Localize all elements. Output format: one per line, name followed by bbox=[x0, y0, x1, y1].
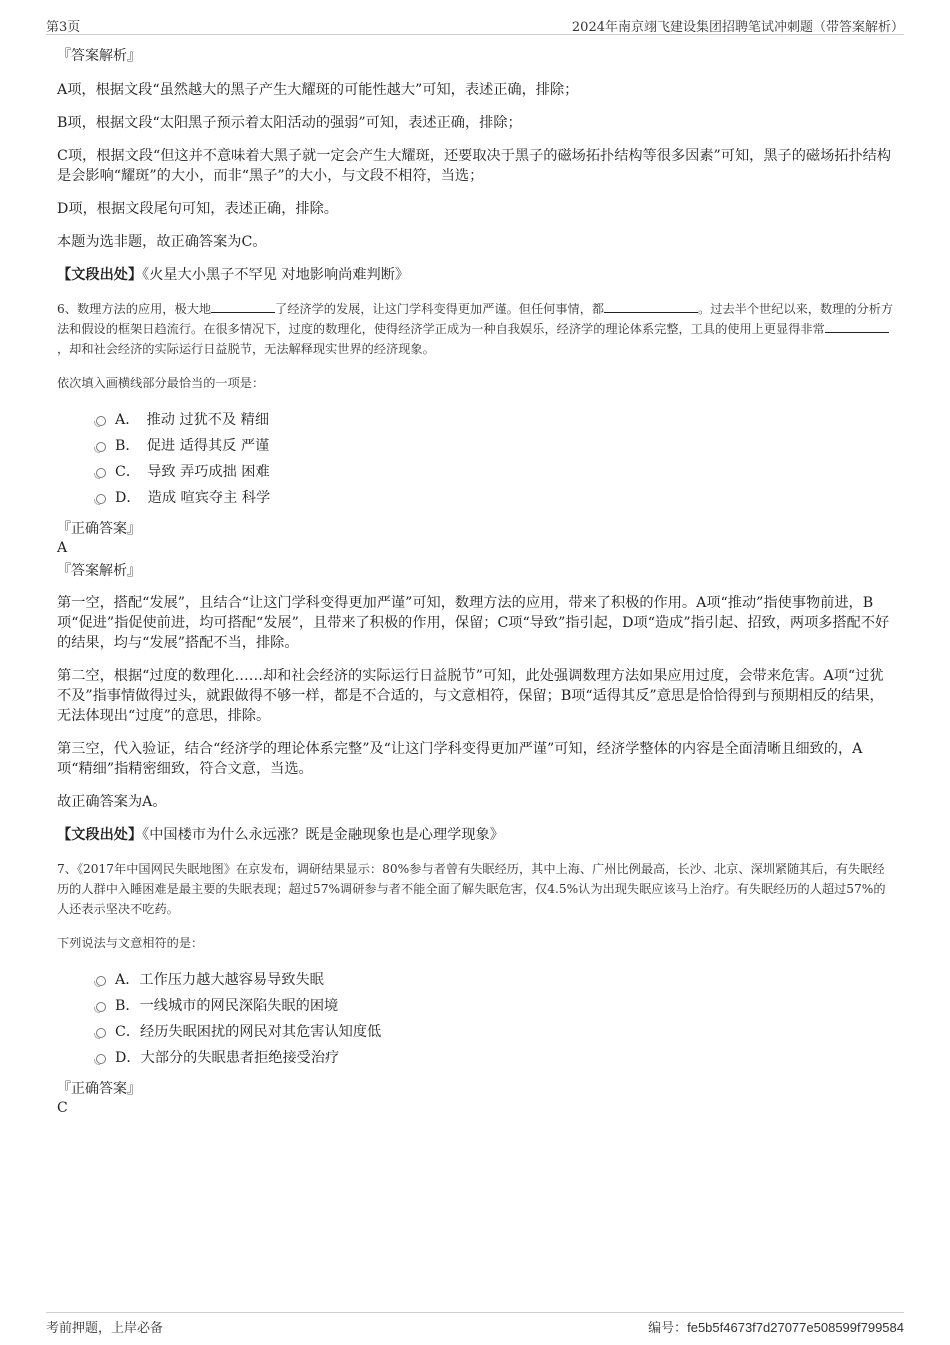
option-d[interactable]: D．大部分的失眠患者拒绝接受治疗 bbox=[57, 1045, 895, 1071]
analysis-paragraph: A项，根据文段“虽然越大的黑子产生大耀斑的可能性越大”可知，表述正确，排除； bbox=[57, 82, 579, 98]
footer-slogan: 考前押题，上岸必备 bbox=[46, 1321, 164, 1336]
correct-answer-label: 『正确答案』 bbox=[57, 521, 141, 537]
radio-icon[interactable] bbox=[96, 1002, 106, 1012]
option-list bbox=[57, 967, 895, 1071]
radio-icon[interactable] bbox=[96, 442, 106, 452]
source-line bbox=[57, 265, 895, 285]
radio-icon[interactable] bbox=[96, 1028, 106, 1038]
option-list bbox=[57, 407, 895, 511]
source-label: 【文段出处】 bbox=[57, 267, 143, 283]
radio-icon[interactable] bbox=[96, 976, 106, 986]
radio-icon[interactable] bbox=[96, 494, 106, 504]
document-title: 2024年南京翊飞建设集团招聘笔试冲刺题（带答案解析） bbox=[571, 20, 904, 35]
question-stem: 7、《2017年中国网民失眠地图》在京发布，调研结果显示：80%参与者曾有失眠经历，其中上海、广州比例最高，长沙、北京、深圳紧随其后，有失眠经历的人群中入睡困难是最主要的失眠表现；超过57%调研参与者不能全面了解失眠危害，仅4.5%认为出现失眠应该马上治疗。有失眠经历的人超过57%的人还表示坚决不吃药。 bbox=[57, 862, 886, 916]
source-label: 【文段出处】 bbox=[57, 827, 143, 843]
question-prompt: 依次填入画横线部分最恰当的一项是： bbox=[57, 376, 265, 390]
analysis-conclusion: 故正确答案为A。 bbox=[57, 794, 167, 810]
analysis-paragraph: 第三空，代入验证，结合“经济学的理论体系完整”及“让这门学科变得更加严谨”可知，经济学整体的内容是全面清晰且细致的，A项“精细”指精密细致，符合文意，当选。 bbox=[57, 741, 863, 777]
option-b[interactable]: B． 促进 适得其反 严谨 bbox=[57, 433, 895, 459]
analysis-paragraph: B项，根据文段“太阳黑子预示着太阳活动的强弱”可知，表述正确，排除； bbox=[57, 115, 522, 131]
option-a[interactable]: A．工作压力越大越容易导致失眠 bbox=[57, 967, 895, 993]
fill-blank bbox=[211, 300, 275, 313]
analysis-conclusion: 本题为选非题，故正确答案为C。 bbox=[57, 234, 267, 250]
radio-icon[interactable] bbox=[96, 1054, 106, 1064]
analysis-paragraph: C项，根据文段“但这并不意味着大黑子就一定会产生大耀斑，还要取决于黑子的磁场拓扑结构等很多因素”可知，黑子的磁场拓扑结构是会影响“耀斑”的大小，而非“黑子”的大小，与文段不相符，当选； bbox=[57, 148, 892, 184]
source-title: 《火星大小黑子不罕见 对地影响尚难判断》 bbox=[142, 267, 410, 283]
correct-answer: C bbox=[57, 1100, 68, 1116]
page-header bbox=[46, 14, 904, 35]
document-code: 编号：fe5b5f4673f7d27077e508599f799584 bbox=[648, 1320, 904, 1336]
analysis-label: 『答案解析』 bbox=[57, 48, 141, 64]
analysis-paragraph: 第一空，搭配“发展”，且结合“让这门学科变得更加严谨”可知，数理方法的应用，带来了积极的作用。A项“推动”指使事物前进，B项“促进”指促使前进，均可搭配“发展”，且带来了积极的作用，保留；C项“导致”指引起，D项“造成”指引起、招致，两项多搭配不好的结果，均与“发展”搭配不当，排除。 bbox=[57, 595, 890, 651]
fill-blank bbox=[604, 300, 698, 313]
option-d[interactable]: D． 造成 喧宾夺主 科学 bbox=[57, 485, 895, 511]
analysis-paragraph: 第二空，根据“过度的数理化……却和社会经济的实际运行日益脱节”可知，此处强调数理方法如果应用过度，会带来危害。A项“过犹不及”指事情做得过头，就跟做得不够一样，都是不合适的，与文意相符，保留；B项“适得其反”意思是恰恰得到与预期相反的结果，无法体现出“过度”的意思，排除。 bbox=[57, 668, 884, 724]
page-content bbox=[57, 44, 895, 1121]
radio-icon[interactable] bbox=[96, 468, 106, 478]
option-b[interactable]: B．一线城市的网民深陷失眠的困境 bbox=[57, 993, 895, 1019]
analysis-paragraph: D项，根据文段尾句可知，表述正确，排除。 bbox=[57, 201, 338, 217]
page-number: 第3页 bbox=[46, 20, 81, 35]
question-prompt: 下列说法与文意相符的是： bbox=[57, 936, 204, 950]
correct-answer-label: 『正确答案』 bbox=[57, 1081, 141, 1097]
option-c[interactable]: C．经历失眠困扰的网民对其危害认知度低 bbox=[57, 1019, 895, 1045]
option-c[interactable]: C． 导致 弄巧成拙 困难 bbox=[57, 459, 895, 485]
option-a[interactable]: A． 推动 过犹不及 精细 bbox=[57, 407, 895, 433]
analysis-label: 『答案解析』 bbox=[57, 563, 141, 579]
question-stem: 6、数理方法的应用，极大地 了经济学的发展，让这门学科变得更加严谨。但任何事情，都 。过去半个世纪以来，数理的分析方法和假设的框架日趋流行。在很多情况下，过度的数理化，使得经济学正成为一种自我娱乐，经济学的理论体系完整，工具的使用上更显得非常，却和社会经济的实际运行日益脱节，无法解释现实世界的经济现象。 bbox=[57, 302, 894, 356]
page-footer bbox=[46, 1312, 904, 1335]
source-line bbox=[57, 825, 895, 845]
correct-answer: A bbox=[57, 540, 68, 556]
radio-icon[interactable] bbox=[96, 416, 106, 426]
fill-blank bbox=[825, 320, 889, 333]
source-title: 《中国楼市为什么永远涨？既是金融现象也是心理学现象》 bbox=[142, 827, 504, 843]
